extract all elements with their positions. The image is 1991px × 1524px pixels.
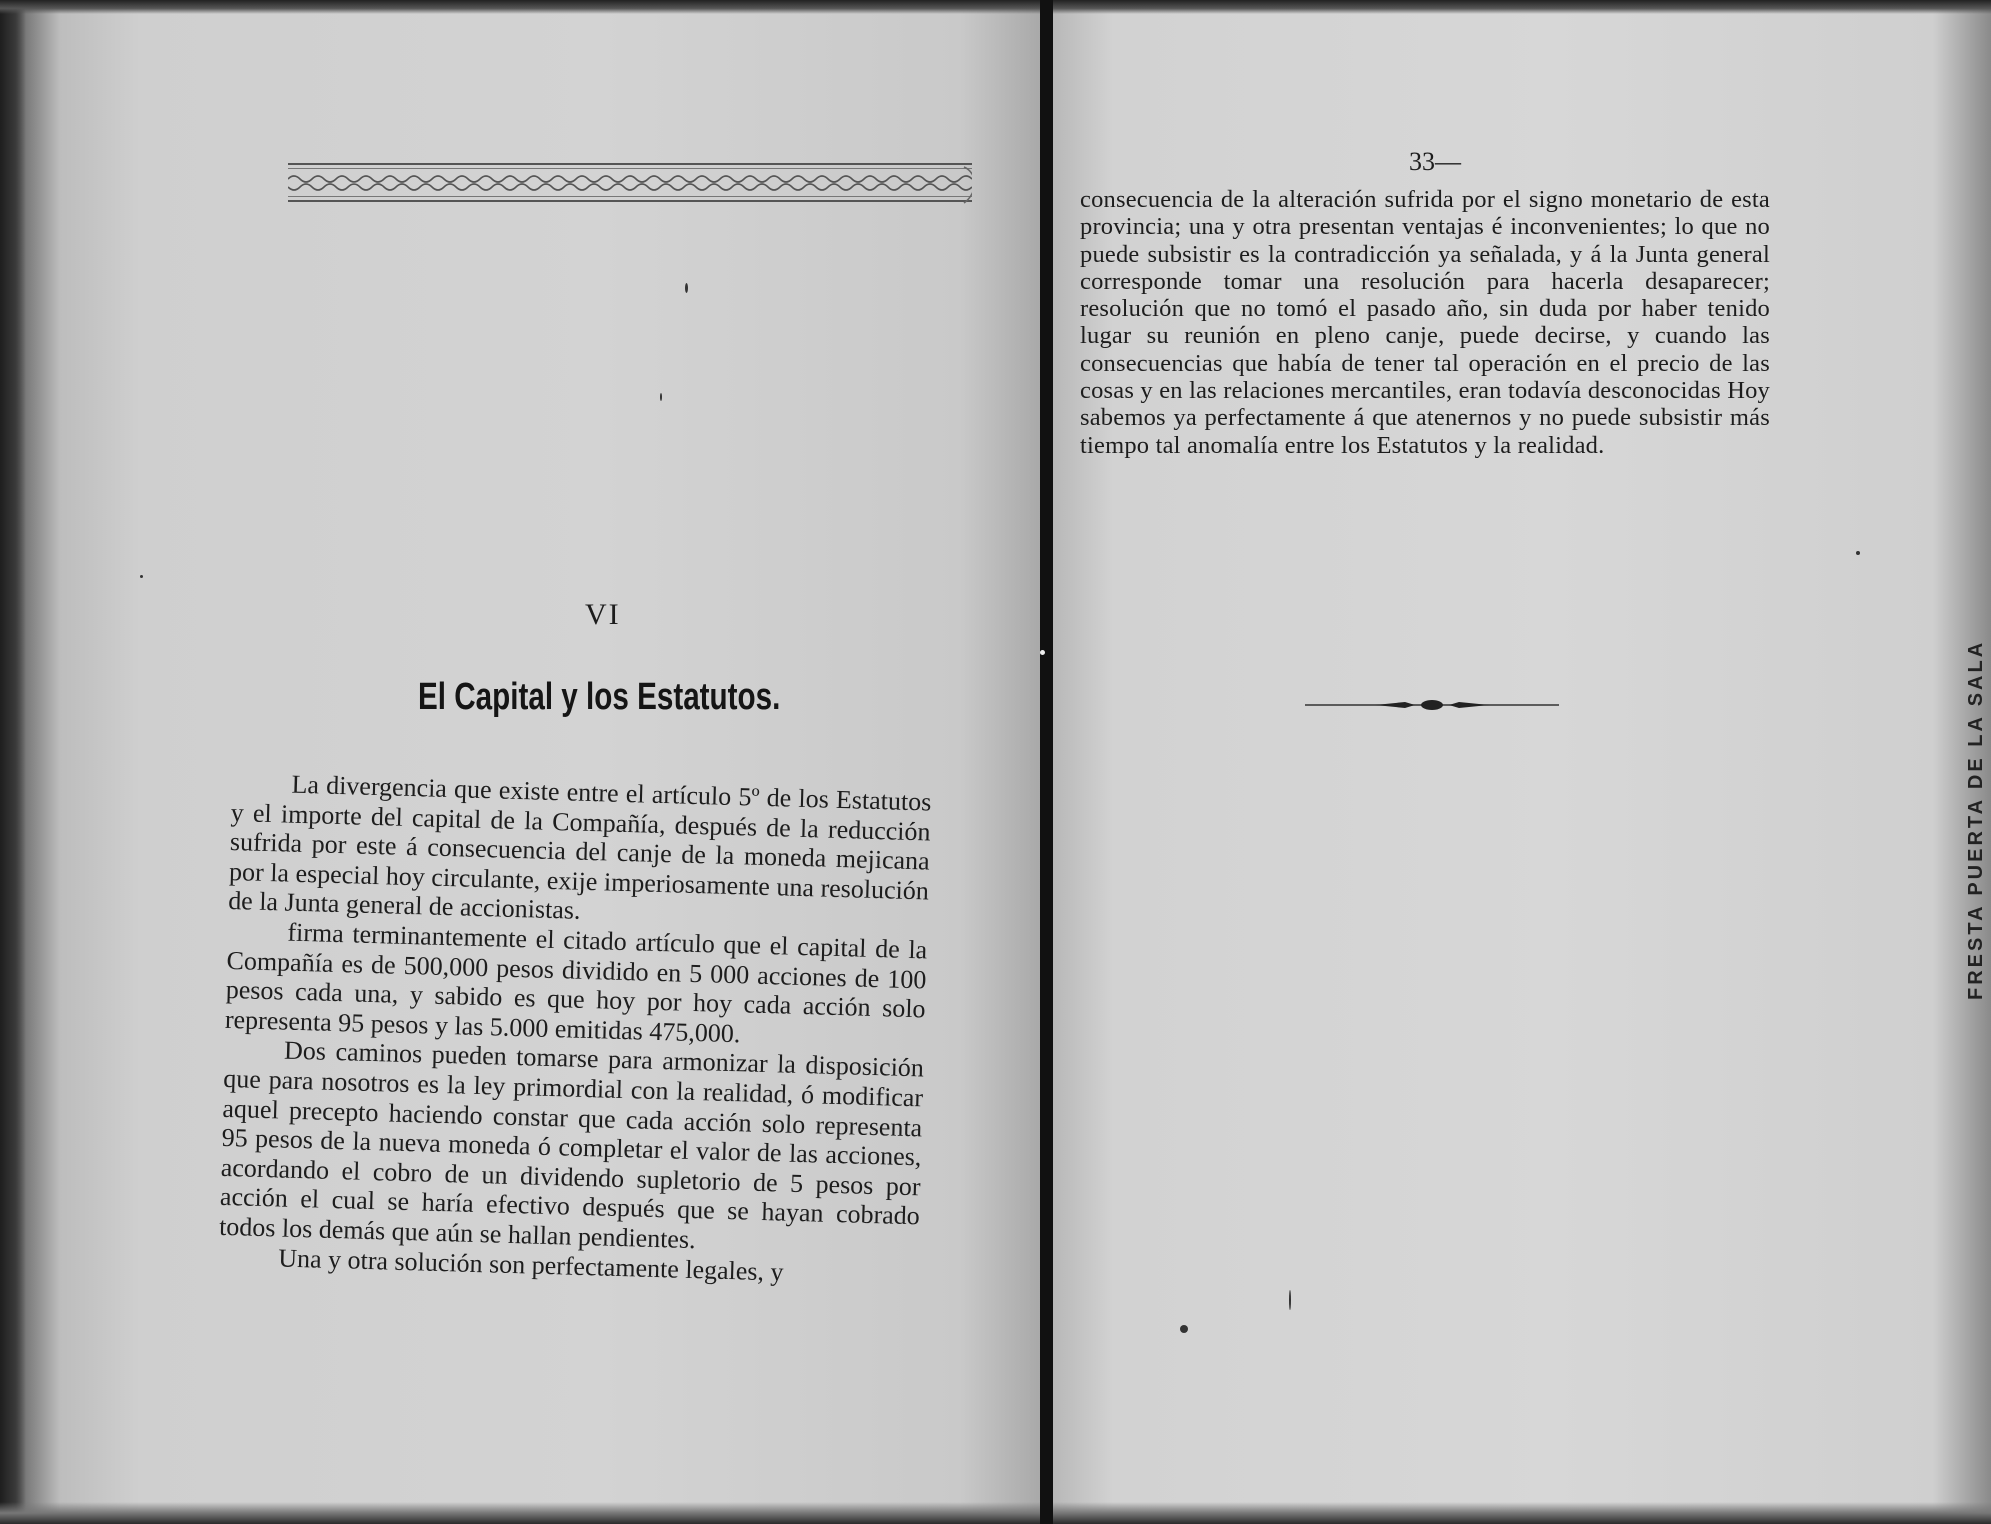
left-paragraph-2: firma terminantemente el citado artículo que el capital de la Compañía es de 500,000 pesos dividido en 5 000 acciones de 100 pesos cada una, y sabido es que hoy por hoy cada acción solo representa 95 pesos y las 5.000 emitidas 475,000. [224, 917, 928, 1049]
left-paragraph-3: Dos caminos pueden tomarse para armonizar la disposición que para nosotros es la ley primordial con la realidad, ó modificar aquel precepto haciendo constar que cada acción solo representa 95 pesos de la nueva moneda ó completar el valor de las acciones, acordando el cobro de un dividendo supletorio de 5 pesos por acción el cual se haría efectivo después que se hayan cobrado todos los demás que aún se hallan pendientes. [218, 1035, 925, 1255]
paper-speck [660, 393, 662, 401]
paper-speck [1289, 1290, 1291, 1310]
paper-speck [1040, 650, 1045, 655]
page-top-edge [0, 0, 1040, 14]
page-bottom-edge [0, 1502, 1040, 1524]
paper-speck [140, 575, 143, 578]
paper-speck [685, 283, 688, 293]
left-page-body [218, 768, 932, 1290]
chapter-title: El Capital y los Estatutos. [418, 676, 781, 718]
paper-speck [1180, 1325, 1188, 1333]
binding-shadow [0, 0, 26, 1524]
left-paragraph-1: La divergencia que existe entre el artículo 5º de los Estatutos y el importe del capital de la Compañía, después de la reducción sufrida por este á consecuencia del canje de la moneda mejicana por la especial hoy circulante, exije imperiosamente una resolución de la Junta general de accionistas. [227, 769, 932, 926]
book-gutter [1040, 0, 1053, 1524]
paper-speck [1856, 551, 1860, 555]
edge-stamp: FRESTA PUERTA DE LA SALA [1965, 639, 1987, 1001]
end-ornament [1305, 695, 1559, 715]
page-top-edge [1053, 0, 1991, 14]
page-number: 33— [1409, 147, 1461, 176]
right-paragraph-1: consecuencia de la alteración sufrida por el signo monetario de esta provincia; una y otra presentan ventajas é inconvenientes; lo que no puede subsistir es la contradicción ya señalada, y á la Junta general corresponde tomar una resolución para hacerla desaparecer; resolución que no tomó el pasado año, sin duda por haber tenido lugar su reunión en pleno canje, puede decirse, y cuando las consecuencias que había de tener tal operación en el precio de las cosas y en las relaciones mercantiles, eran todavía desconocidas Hoy sabemos ya perfectamente á que atenernos y no puede subsistir más tiempo tal anomalía entre los Estatutos y la realidad. [1080, 186, 1770, 459]
right-page-body [1080, 186, 1770, 459]
ornamental-header-band [288, 163, 972, 211]
page-bottom-edge [1053, 1502, 1991, 1524]
left-paragraph-4: Una y otra solución son perfectamente legales, y [277, 1242, 784, 1287]
chapter-number: VI [585, 598, 621, 631]
